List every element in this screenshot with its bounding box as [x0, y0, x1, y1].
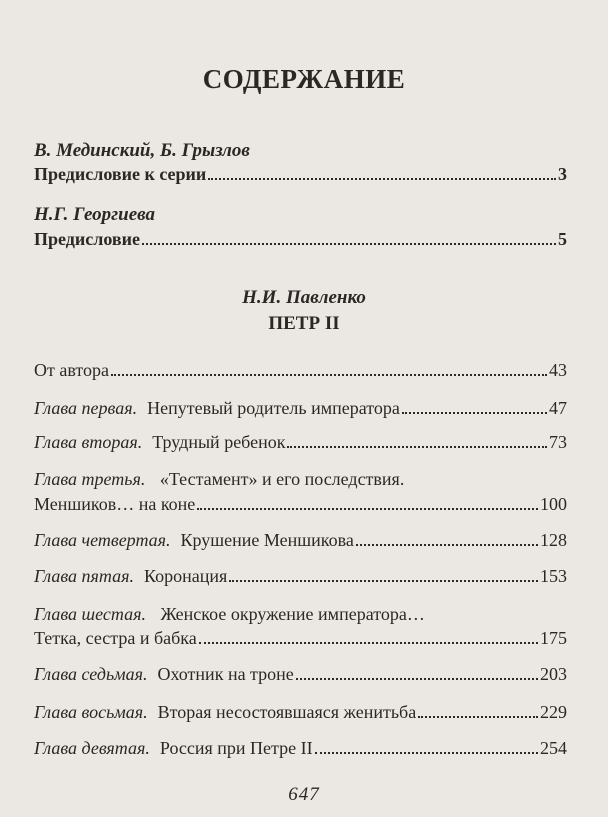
toc-row-2 — [34, 432, 567, 456]
page-number: 153 — [540, 566, 567, 586]
toc-row-6-line1 — [34, 604, 425, 625]
footer-page-number: 647 — [288, 784, 320, 805]
leader-dots — [229, 568, 538, 582]
toc-row-3-line1 — [34, 469, 404, 490]
book-author: Н.И. Павленко — [242, 287, 366, 308]
toc-row-preface — [34, 229, 567, 253]
toc-row-7 — [34, 664, 567, 688]
leader-dots — [315, 740, 538, 754]
entry-text: Россия при Петре II — [159, 738, 313, 758]
page-number: 73 — [549, 432, 567, 452]
entry-text-cont: Тетка, сестра и бабка — [34, 628, 197, 648]
chapter-label: Глава восьмая. — [34, 702, 148, 722]
front-author-1: В. Мединский, Б. Грызлов — [34, 140, 250, 161]
leader-dots — [208, 166, 556, 180]
page-number: 254 — [540, 738, 567, 758]
page-number: 47 — [549, 398, 567, 418]
toc-row-6 — [34, 628, 567, 652]
entry-text: Непутевый родитель императора — [147, 398, 400, 418]
leader-dots — [296, 666, 538, 680]
leader-dots — [402, 400, 547, 414]
toc-row-5 — [34, 566, 567, 590]
leader-dots — [111, 362, 547, 376]
page-number: 3 — [558, 164, 567, 184]
page-number: 43 — [549, 360, 567, 380]
entry-text: Трудный ребенок — [152, 432, 286, 452]
chapter-label: Глава девятая. — [34, 738, 150, 758]
entry-text-cont: Меншиков… на коне — [34, 494, 196, 514]
leader-dots — [287, 434, 547, 448]
chapter-label: Глава седьмая. — [34, 664, 148, 684]
leader-dots — [356, 532, 538, 546]
entry-text: Коронация — [144, 566, 228, 586]
chapter-label: Глава пятая. — [34, 566, 134, 586]
toc-row-4 — [34, 530, 567, 554]
entry-text: Предисловие к серии — [34, 164, 207, 184]
entry-text: «Тестамент» и его последствия. — [159, 469, 405, 489]
chapter-label: Глава шестая. — [34, 604, 146, 624]
page-number: 203 — [540, 664, 567, 684]
toc-row-1 — [34, 398, 567, 422]
chapter-label: Глава первая. — [34, 398, 138, 418]
page-title: СОДЕРЖАНИЕ — [202, 64, 406, 94]
entry-text: От автора — [34, 360, 110, 380]
page-number: 5 — [558, 229, 567, 249]
page-number: 229 — [540, 702, 567, 722]
leader-dots — [197, 496, 538, 510]
leader-dots — [199, 630, 538, 644]
page-number: 175 — [540, 628, 567, 648]
chapter-label: Глава четвертая. — [34, 530, 171, 550]
leader-dots — [142, 231, 556, 245]
leader-dots — [418, 704, 538, 718]
page-number: 100 — [540, 494, 567, 514]
toc-row-0 — [34, 360, 567, 384]
entry-text: Женское окружение императора… — [160, 604, 425, 624]
page-number: 128 — [540, 530, 567, 550]
toc-row-preface-series — [34, 164, 567, 188]
front-author-2: Н.Г. Георгиева — [34, 204, 156, 225]
chapter-label: Глава вторая. — [34, 432, 143, 452]
toc-row-9 — [34, 738, 567, 762]
book-title: ПЕТР II — [268, 313, 340, 334]
chapter-label: Глава третья. — [34, 469, 146, 489]
toc-row-3 — [34, 494, 567, 518]
entry-text: Предисловие — [34, 229, 140, 249]
entry-text: Охотник на троне — [157, 664, 294, 684]
entry-text: Вторая несостоявшаяся женитьба — [157, 702, 417, 722]
toc-row-8 — [34, 702, 567, 726]
entry-text: Крушение Меншикова — [180, 530, 354, 550]
